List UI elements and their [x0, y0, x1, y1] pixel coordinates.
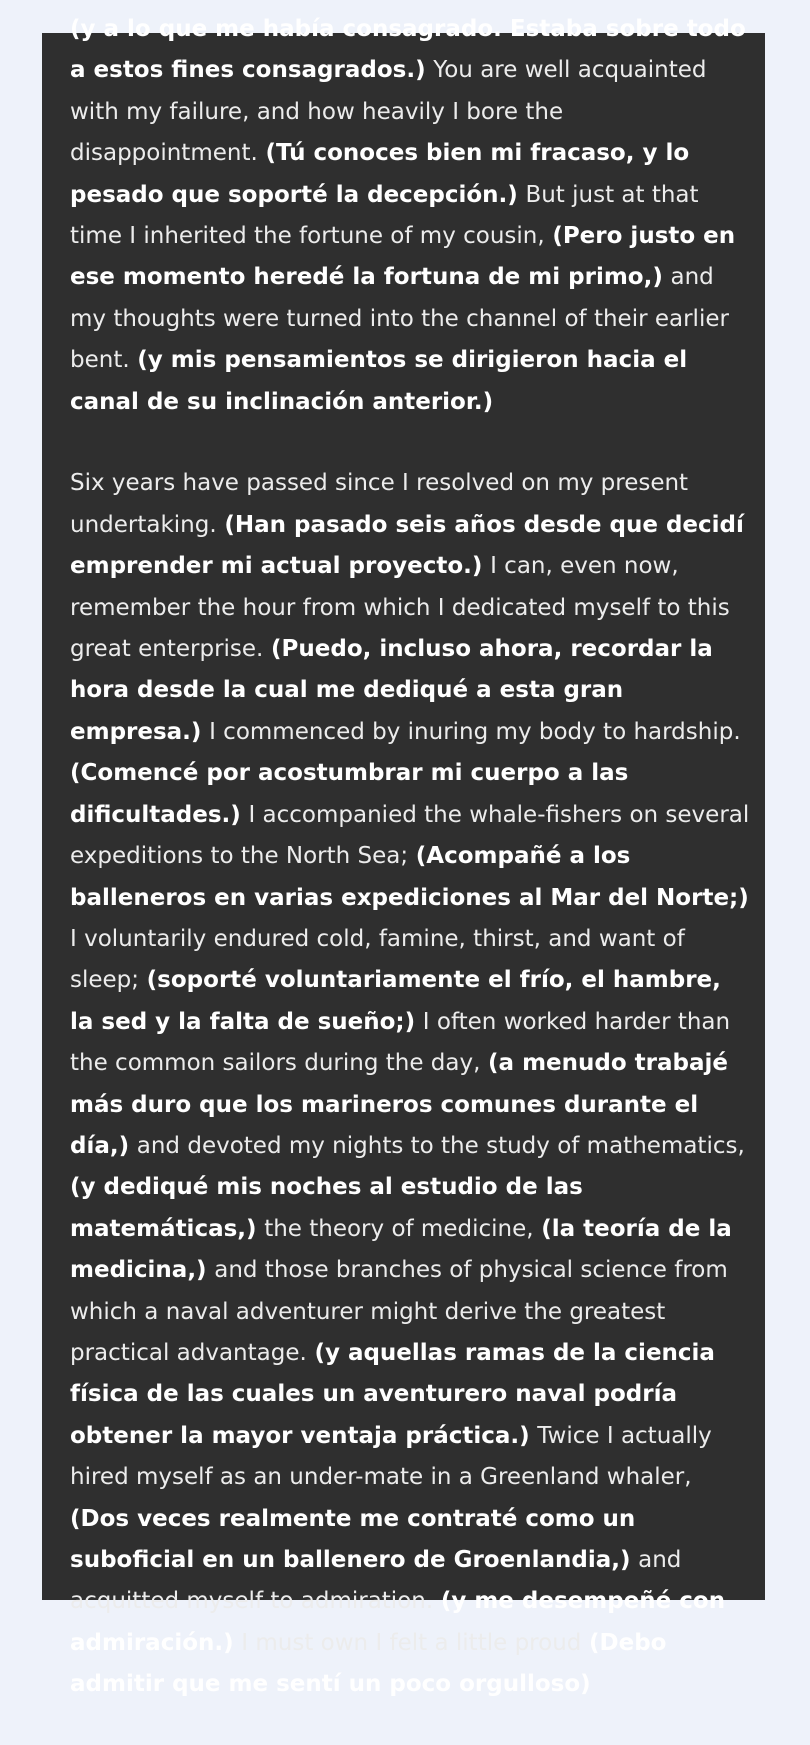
spanish-translation: (Debo admitir que me sentí un poco orgulloso)	[70, 1629, 667, 1698]
spanish-translation: (Tú conoces bien mi fracaso, y lo pesado que soporté la decepción.)	[70, 140, 690, 208]
paragraph	[70, 462, 750, 1704]
spanish-translation: (Han pasado seis años desde que decidí emprender mi actual proyecto.)	[70, 511, 744, 580]
spanish-translation: (Acompañé a los balleneros en varias expediciones al Mar del Norte;)	[70, 843, 749, 911]
english-sentence: and acquitted myself to admiration.	[70, 1547, 682, 1615]
spanish-translation: (y me desempeñé con admiración.)	[70, 1588, 726, 1656]
english-sentence: and devoted my nights to the study of mathematics,	[136, 1132, 745, 1159]
spanish-translation: (y aquellas ramas de la ciencia física de las cuales un aventurero naval podría obtener la mayor ventaja práctica.)	[70, 1339, 715, 1449]
english-sentence: I voluntarily endured cold, famine, thirst, and want of sleep;	[70, 925, 685, 994]
english-sentence: and my thoughts were turned into the channel of their earlier bent.	[70, 264, 729, 374]
english-sentence: But just at that time I inherited the fortune of my cousin,	[70, 181, 699, 250]
spanish-translation: (Puedo, incluso ahora, recordar la hora desde la cual me dediqué a esta gran empresa.)	[70, 636, 713, 745]
english-sentence: I often worked harder than the common sailors during the day,	[70, 1008, 731, 1077]
english-sentence: Six years have passed since I resolved on my present undertaking.	[70, 470, 689, 538]
english-sentence: and those branches of physical science from which a naval adventurer might derive the greatest practical advantage.	[70, 1257, 728, 1366]
spanish-translation: (soporté voluntariamente el frío, el hambre, la sed y la falta de sueño;)	[70, 967, 721, 1035]
english-sentence: the theory of medicine,	[264, 1215, 534, 1242]
english-sentence: I accompanied the whale-fishers on several expeditions to the North Sea;	[70, 801, 750, 870]
paragraph	[70, 8, 750, 422]
spanish-translation: (Comencé por acostumbrar mi cuerpo a las dificultades.)	[70, 760, 629, 828]
reader-content	[70, 8, 750, 1745]
spanish-translation: (y dediqué mis noches al estudio de las matemáticas,)	[70, 1174, 583, 1242]
spanish-translation: (y a lo que me había consagrado. Estaba sobre todo a estos fines consagrados.)	[70, 16, 746, 84]
english-sentence: I must own I felt a little proud	[241, 1629, 582, 1656]
english-sentence: You are well acquainted with my failure, and how heavily I bore the disappointment.	[70, 57, 707, 167]
spanish-translation: (Pero justo en ese momento heredé la fortuna de mi primo,)	[70, 223, 736, 291]
english-sentence: I can, even now, remember the hour from which I dedicated myself to this great enterprise.	[70, 553, 730, 663]
spanish-translation: (la teoría de la medicina,)	[70, 1215, 732, 1284]
english-sentence: I commenced by inuring my body to hardship.	[209, 718, 741, 745]
spanish-translation: (Dos veces realmente me contraté como un suboficial en un ballenero de Groenlandia,)	[70, 1505, 636, 1574]
reader-panel	[42, 16, 765, 1698]
english-sentence: Twice I actually hired myself as an under-mate in a Greenland whaler,	[70, 1422, 712, 1491]
spanish-translation: (a menudo trabajé más duro que los marineros comunes durante el día,)	[70, 1050, 728, 1159]
spanish-translation: (y mis pensamientos se dirigieron hacia el canal de su inclinación anterior.)	[70, 347, 688, 415]
